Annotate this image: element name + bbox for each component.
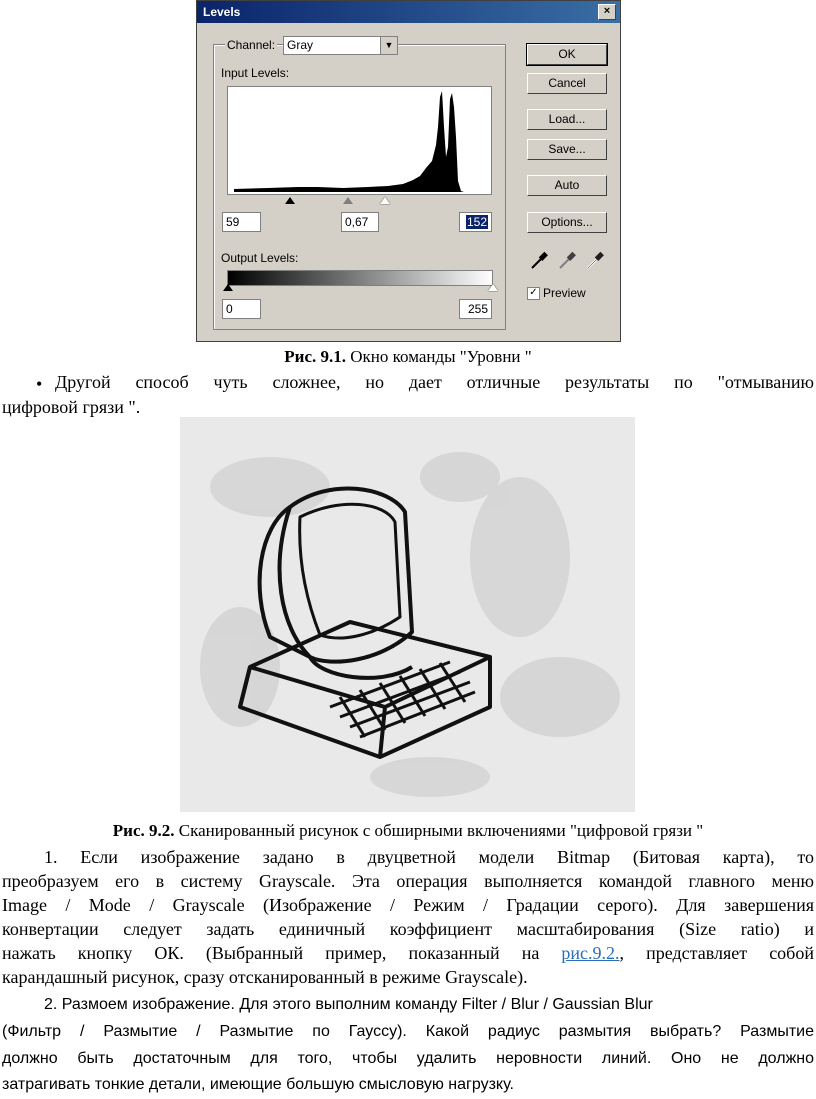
step1-line-1: 1. Если изображение задано в двуцветной модели Bitmap (Битовая карта), то: [44, 847, 814, 867]
figure-caption-2-text: Сканированный рисунок с обширными включениями "цифровой грязи ": [174, 821, 704, 840]
step2-line-2: (Фильтр / Размытие / Размытие по Гауссу). Какой радиус размытия выбрать? Размытие: [2, 1023, 814, 1040]
preview-checkbox[interactable]: ✓: [527, 287, 540, 300]
step2-line-1: 2. Размоем изображение. Для этого выполним команду Filter / Blur / Gaussian Blur: [44, 996, 653, 1013]
channel-value: Gray: [287, 38, 314, 52]
auto-button[interactable]: Auto: [527, 175, 607, 196]
preview-label: Preview: [543, 286, 586, 300]
step1-line-2: преобразуем его в систему Grayscale. Эта операция выполняется командой главного меню: [2, 871, 814, 891]
histogram-graph: [228, 87, 491, 194]
input-black-field[interactable]: 59: [222, 212, 261, 232]
bullet-line-1: Другой способ чуть сложнее, но дает отличные результаты по "отмыванию: [55, 372, 814, 392]
channel-label: Channel:: [227, 38, 276, 52]
step1-line-5a: нажать кнопку ОК. (Выбранный пример, показанный на: [2, 943, 562, 963]
input-white-slider[interactable]: [380, 197, 390, 204]
input-white-field[interactable]: [459, 212, 492, 232]
output-white-slider[interactable]: [488, 284, 498, 291]
channel-select[interactable]: [283, 36, 398, 55]
step1-line-5b: , представляет собой: [619, 943, 814, 963]
computer-sketch-drawing: [180, 417, 635, 812]
black-eyedropper-icon[interactable]: [530, 250, 548, 270]
input-levels-label: Input Levels:: [221, 66, 290, 80]
white-eyedropper-icon[interactable]: [586, 250, 604, 270]
output-levels-label: Output Levels:: [221, 251, 299, 265]
cancel-button[interactable]: Cancel: [527, 73, 607, 94]
chevron-down-icon[interactable]: ▼: [380, 37, 397, 54]
output-black-field[interactable]: 0: [222, 299, 261, 319]
figure-9-2-link[interactable]: рис.9.2.: [561, 943, 620, 963]
figure-caption-2: [0, 819, 816, 843]
histogram-shape: [234, 91, 464, 192]
input-black-slider[interactable]: [285, 197, 295, 204]
input-gamma-slider[interactable]: [343, 197, 353, 204]
computer-sketch-image: [180, 417, 635, 812]
step2-line-3: должно быть достаточным для того, чтобы удалить неровности линий. Оно не должно: [2, 1050, 814, 1067]
bullet-line-2: цифровой грязи ".: [2, 397, 141, 417]
load-button[interactable]: Load...: [527, 109, 607, 130]
ok-button[interactable]: OK: [527, 44, 607, 65]
dialog-title: Levels: [203, 5, 241, 19]
options-button[interactable]: Options...: [527, 212, 607, 233]
bullet-marker: •: [36, 374, 43, 394]
output-white-field[interactable]: 255: [459, 299, 492, 319]
close-icon[interactable]: ×: [598, 4, 616, 20]
output-black-slider[interactable]: [223, 284, 233, 291]
figure-caption-1-text: Окно команды "Уровни ": [346, 347, 532, 366]
step1-line-4: конвертации следует задать единичный коэффициент масштабирования (Size ratio) и: [2, 919, 814, 939]
figure-number-2: Рис. 9.2.: [112, 821, 175, 840]
figure-caption-1: [0, 345, 816, 369]
gray-eyedropper-icon[interactable]: [558, 250, 576, 270]
input-gamma-field[interactable]: 0,67: [341, 212, 379, 232]
levels-dialog: [196, 0, 621, 342]
save-button[interactable]: Save...: [527, 139, 607, 160]
step1-line-3: Image / Mode / Grayscale (Изображение / Режим / Градации серого). Для завершения: [2, 895, 814, 915]
histogram: [227, 86, 492, 195]
dialog-titlebar: [197, 1, 620, 23]
step2-line-4: затрагивать тонкие детали, имеющие большую смысловую нагрузку.: [2, 1076, 514, 1093]
output-gradient-bar: [227, 270, 493, 286]
figure-number-1: Рис. 9.1.: [284, 347, 346, 366]
step1-line-5: [2, 941, 814, 965]
step1-line-6: карандашный рисунок, сразу отсканированный в режиме Grayscale).: [2, 967, 528, 987]
input-white-value: 152: [466, 215, 487, 229]
